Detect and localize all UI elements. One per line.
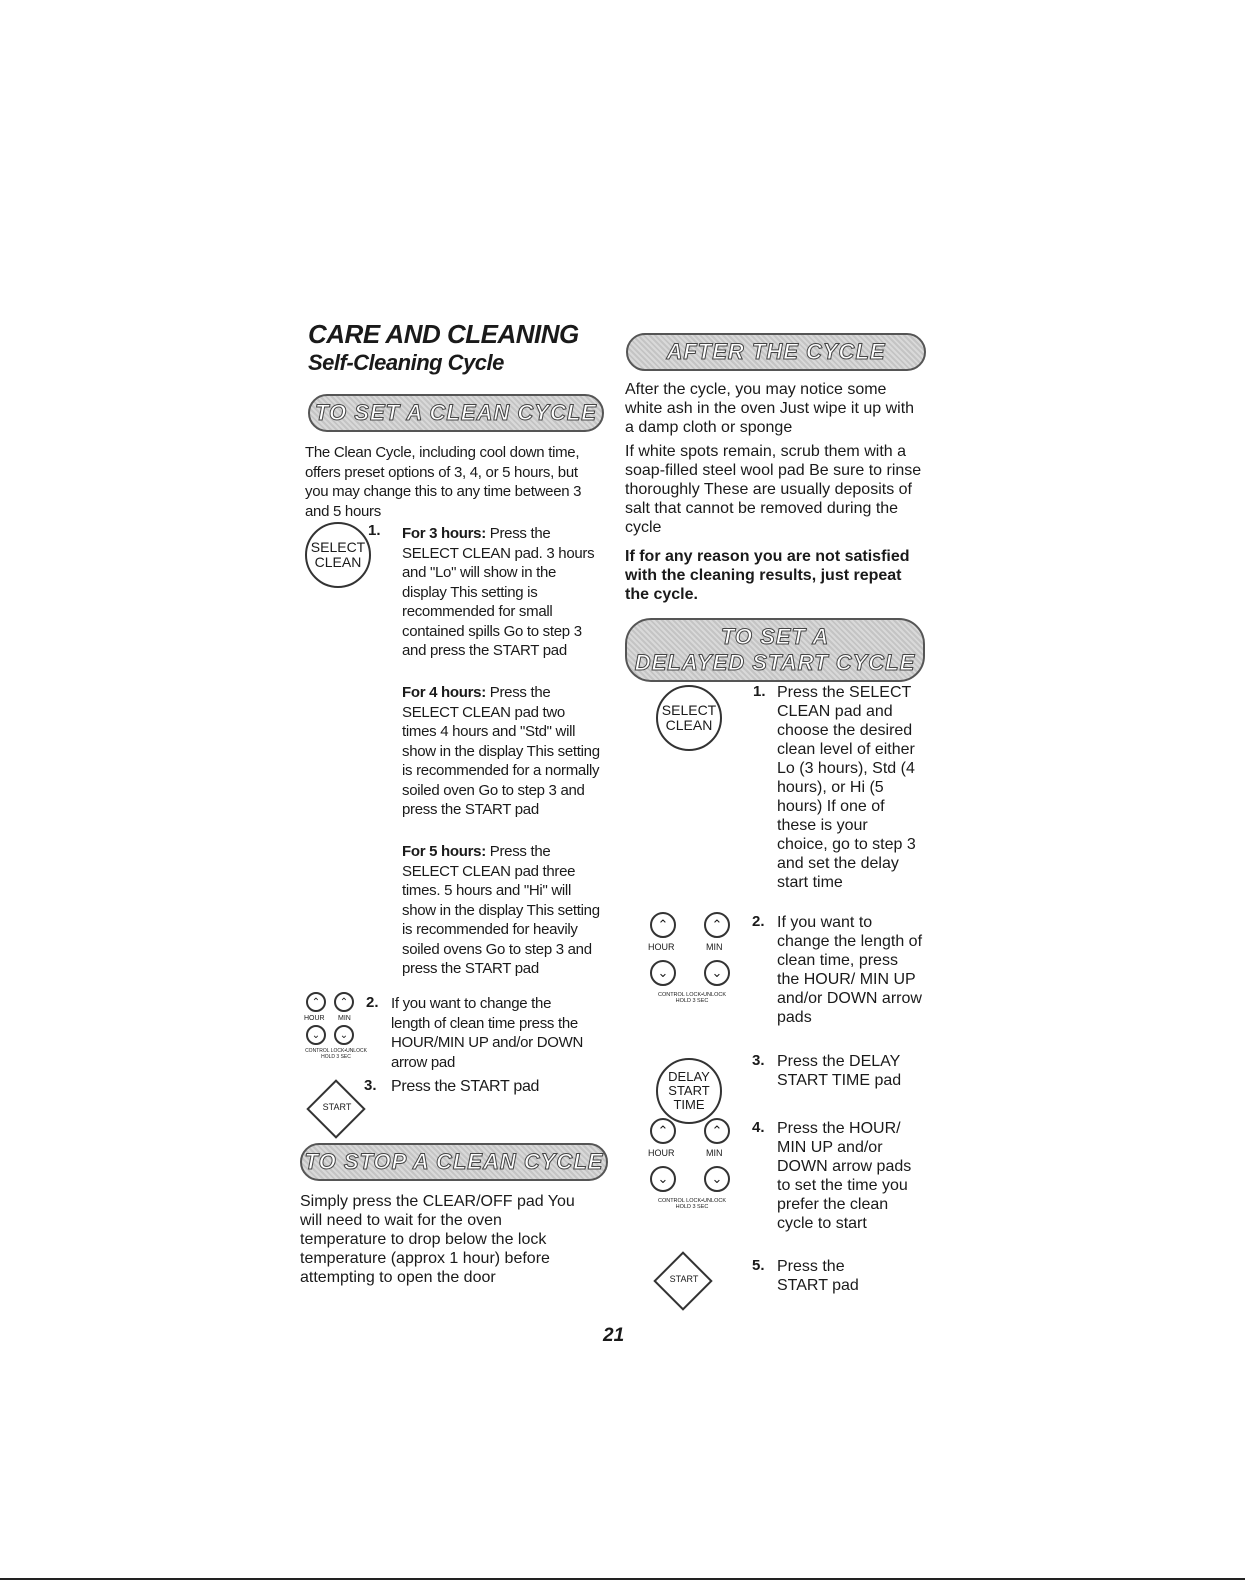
down-arrow-icon: ⌄ (650, 960, 676, 986)
delay-step1-text: Press the SELECT CLEAN pad and choose the desired clean level of either Lo (3 hours), Std (4 hours), or Hi (5 hours) If one of these is your choice, go to step 3 and set the delay start time (777, 684, 916, 891)
step-number: 2. (366, 994, 379, 1011)
step1-4-hours (402, 683, 602, 820)
select-clean-pad-icon: SELECT CLEAN (656, 685, 722, 751)
stop-clean-cycle-banner: TO STOP A CLEAN CYCLE (300, 1143, 608, 1181)
up-arrow-icon: ⌃ (704, 912, 730, 938)
hour-min-pad-cluster (644, 1118, 740, 1218)
hour-label: HOUR (648, 942, 675, 952)
hour-min-pad-cluster (304, 992, 368, 1064)
step-number: 1. (368, 522, 381, 539)
step2-text: If you want to change the length of clean time press the HOUR/MIN UP and/or DOWN arrow pad (391, 995, 584, 1071)
step-number: 1. (753, 683, 766, 700)
start-label: START (669, 1274, 699, 1284)
down-arrow-icon: ⌄ (334, 1025, 354, 1045)
min-label: MIN (338, 1015, 351, 1022)
step-number: 5. (752, 1257, 765, 1274)
bottom-divider (0, 1578, 1245, 1580)
step1-5-hours (402, 842, 602, 979)
page-number: 21 (603, 1325, 625, 1346)
up-arrow-icon: ⌃ (334, 992, 354, 1012)
after-bold-note: If for any reason you are not satisfied with the cleaning results, just repeat the cycle. (625, 548, 910, 603)
after-cycle-banner: AFTER THE CYCLE (626, 333, 926, 371)
down-arrow-icon: ⌄ (704, 960, 730, 986)
delay-step2-text: If you want to change the length of clean time, press the HOUR/ MIN UP and/or DOWN arrow pads (777, 914, 923, 1026)
control-lock-label: CONTROL LOCK•UNLOCK HOLD 3 SEC (305, 1048, 367, 1060)
control-lock-label: CONTROL LOCK•UNLOCK HOLD 3 SEC (657, 992, 727, 1004)
step-number: 4. (752, 1119, 765, 1136)
min-label: MIN (706, 942, 723, 952)
up-arrow-icon: ⌃ (650, 1118, 676, 1144)
step-number: 2. (752, 913, 765, 930)
delay-start-time-pad-icon: DELAY START TIME (656, 1058, 722, 1124)
delay-step5-text: Press the START pad (777, 1258, 859, 1294)
step-number: 3. (364, 1077, 377, 1094)
control-lock-label: CONTROL LOCK•UNLOCK HOLD 3 SEC (657, 1198, 727, 1210)
option-text: Press the SELECT CLEAN pad. 3 hours and "Lo" will show in the display This setting is recommended for small contained spills Go to step 3 and press the START pad (402, 525, 595, 659)
hour-label: HOUR (648, 1148, 675, 1158)
section-subtitle: Self-Cleaning Cycle (308, 350, 504, 375)
option-text: Press the SELECT CLEAN pad three times. 5 hours and "Hi" will show in the display This setting is recommended for heavily soiled ovens Go to step 3 and press the START pad (402, 843, 600, 977)
option-title: For 5 hours: (402, 843, 486, 860)
delay-step4-text: Press the HOUR/ MIN UP and/or DOWN arrow pads to set the time you prefer the clean cycle to start (777, 1120, 912, 1232)
step3-text: Press the START pad (391, 1078, 540, 1095)
up-arrow-icon: ⌃ (306, 992, 326, 1012)
option-title: For 3 hours: (402, 525, 486, 542)
option-title: For 4 hours: (402, 684, 486, 701)
after-paragraph-1: After the cycle, you may notice some white ash in the oven Just wipe it up with a damp cloth or sponge (625, 381, 915, 436)
delayed-start-banner: TO SET A DELAYED START CYCLE (625, 618, 925, 682)
start-label: START (322, 1102, 352, 1112)
hour-label: HOUR (304, 1015, 325, 1022)
delay-step3-text: Press the DELAY START TIME pad (777, 1053, 902, 1089)
down-arrow-icon: ⌄ (306, 1025, 326, 1045)
page-title: CARE AND CLEANING (308, 319, 579, 349)
up-arrow-icon: ⌃ (650, 912, 676, 938)
down-arrow-icon: ⌄ (704, 1166, 730, 1192)
option-text: Press the SELECT CLEAN pad two times 4 hours and "Std" will show in the display This setting is recommended for a normally soiled oven Go to step 3 and press the START pad (402, 684, 600, 818)
stop-paragraph: Simply press the CLEAR/OFF pad You will need to wait for the oven temperature to drop below the lock temperature (approx 1 hour) before attempting to open the door (300, 1193, 575, 1286)
step-number: 3. (752, 1052, 765, 1069)
intro-paragraph: The Clean Cycle, including cool down time, offers preset options of 3, 4, or 5 hours, but you may change this to any time between 3 and 5 hours (305, 444, 582, 520)
hour-min-pad-cluster (644, 912, 740, 1012)
set-clean-cycle-banner: TO SET A CLEAN CYCLE (308, 394, 604, 432)
down-arrow-icon: ⌄ (650, 1166, 676, 1192)
step1-3-hours (402, 524, 602, 661)
up-arrow-icon: ⌃ (704, 1118, 730, 1144)
after-paragraph-2: If white spots remain, scrub them with a soap-filled steel wool pad Be sure to rinse thoroughly These are usually deposits of salt that cannot be removed during the cycle (625, 443, 922, 536)
select-clean-pad-icon: SELECT CLEAN (305, 522, 371, 588)
min-label: MIN (706, 1148, 723, 1158)
